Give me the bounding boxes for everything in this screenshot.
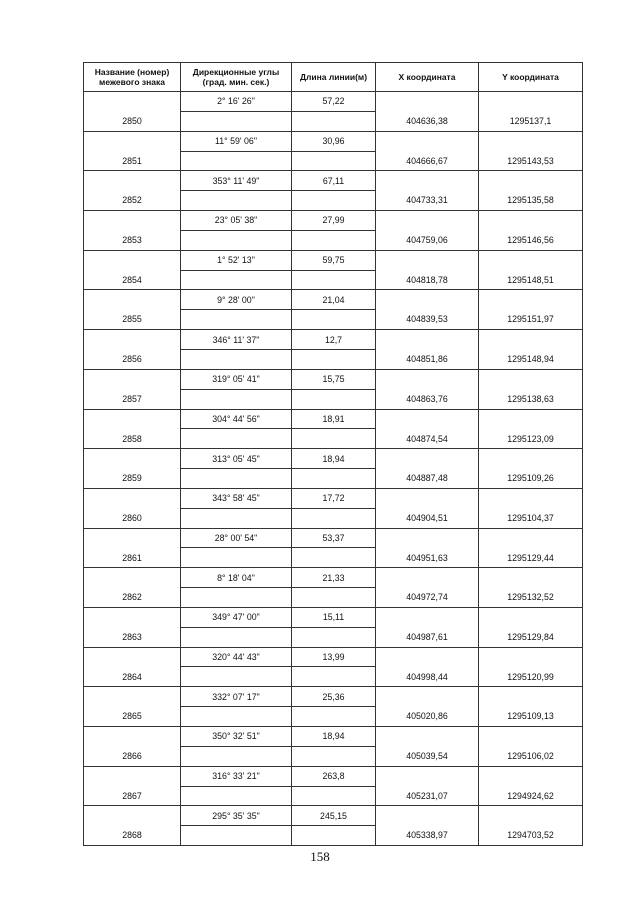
x-cell bbox=[376, 131, 479, 151]
length-cell bbox=[292, 230, 376, 250]
y-cell bbox=[479, 449, 583, 469]
x-cell bbox=[376, 250, 479, 270]
boundary-marks-table bbox=[83, 62, 583, 846]
table-header-row bbox=[84, 63, 583, 92]
x-cell bbox=[376, 647, 479, 667]
length-cell: 263,8 bbox=[292, 766, 376, 786]
length-cell: 59,75 bbox=[292, 250, 376, 270]
mark-name-cell bbox=[84, 449, 181, 469]
table-body bbox=[84, 92, 583, 846]
mark-name-cell bbox=[84, 607, 181, 627]
y-cell bbox=[479, 171, 583, 191]
length-cell: 27,99 bbox=[292, 211, 376, 231]
length-cell bbox=[292, 826, 376, 846]
mark-name-cell bbox=[84, 409, 181, 429]
point-row bbox=[84, 349, 583, 369]
mark-name-cell bbox=[84, 131, 181, 151]
point-row bbox=[84, 627, 583, 647]
header-directional-angles: Дирекционные углы (град. мин. сек.) bbox=[181, 63, 292, 92]
point-row bbox=[84, 588, 583, 608]
mark-name-cell: 2861 bbox=[84, 548, 181, 568]
y-cell: 1295138,63 bbox=[479, 389, 583, 409]
length-cell bbox=[292, 667, 376, 687]
angle-cell: 319° 05' 41" bbox=[181, 369, 292, 389]
angle-cell bbox=[181, 111, 292, 131]
mark-name-cell bbox=[84, 687, 181, 707]
length-cell bbox=[292, 548, 376, 568]
mark-name-cell: 2865 bbox=[84, 707, 181, 727]
x-cell: 405020,86 bbox=[376, 707, 479, 727]
segment-row bbox=[84, 369, 583, 389]
y-cell bbox=[479, 409, 583, 429]
point-row bbox=[84, 191, 583, 211]
point-row bbox=[84, 786, 583, 806]
y-cell bbox=[479, 330, 583, 350]
length-cell bbox=[292, 786, 376, 806]
y-cell bbox=[479, 568, 583, 588]
length-cell: 18,91 bbox=[292, 409, 376, 429]
length-cell: 12,7 bbox=[292, 330, 376, 350]
length-cell: 13,99 bbox=[292, 647, 376, 667]
angle-cell: 316° 33' 21" bbox=[181, 766, 292, 786]
angle-cell: 343° 58' 45" bbox=[181, 488, 292, 508]
angle-cell: 23° 05' 38" bbox=[181, 211, 292, 231]
length-cell bbox=[292, 508, 376, 528]
y-cell: 1295146,56 bbox=[479, 230, 583, 250]
segment-row bbox=[84, 92, 583, 112]
mark-name-cell bbox=[84, 806, 181, 826]
angle-cell: 28° 00' 54" bbox=[181, 528, 292, 548]
angle-cell bbox=[181, 707, 292, 727]
mark-name-cell bbox=[84, 211, 181, 231]
y-cell bbox=[479, 687, 583, 707]
point-row bbox=[84, 667, 583, 687]
mark-name-cell: 2855 bbox=[84, 310, 181, 330]
segment-row bbox=[84, 766, 583, 786]
mark-name-cell: 2863 bbox=[84, 627, 181, 647]
mark-name-cell bbox=[84, 727, 181, 747]
angle-cell: 353° 11' 49" bbox=[181, 171, 292, 191]
length-cell bbox=[292, 191, 376, 211]
mark-name-cell: 2864 bbox=[84, 667, 181, 687]
mark-name-cell bbox=[84, 488, 181, 508]
mark-name-cell bbox=[84, 647, 181, 667]
angle-cell bbox=[181, 349, 292, 369]
point-row bbox=[84, 389, 583, 409]
y-cell: 1295106,02 bbox=[479, 746, 583, 766]
length-cell bbox=[292, 151, 376, 171]
angle-cell: 8° 18' 04" bbox=[181, 568, 292, 588]
length-cell: 18,94 bbox=[292, 727, 376, 747]
y-cell: 1295123,09 bbox=[479, 429, 583, 449]
angle-cell bbox=[181, 588, 292, 608]
length-cell: 57,22 bbox=[292, 92, 376, 112]
header-y-coordinate: Y координата bbox=[479, 63, 583, 92]
y-cell: 1295135,58 bbox=[479, 191, 583, 211]
mark-name-cell bbox=[84, 171, 181, 191]
y-cell bbox=[479, 806, 583, 826]
length-cell bbox=[292, 707, 376, 727]
length-cell bbox=[292, 429, 376, 449]
y-cell: 1295120,99 bbox=[479, 667, 583, 687]
y-cell: 1295109,13 bbox=[479, 707, 583, 727]
y-cell: 1295104,37 bbox=[479, 508, 583, 528]
y-cell bbox=[479, 131, 583, 151]
x-cell bbox=[376, 409, 479, 429]
angle-cell: 313° 05' 45" bbox=[181, 449, 292, 469]
mark-name-cell: 2866 bbox=[84, 746, 181, 766]
y-cell: 1295137,1 bbox=[479, 111, 583, 131]
length-cell: 17,72 bbox=[292, 488, 376, 508]
mark-name-cell: 2862 bbox=[84, 588, 181, 608]
x-cell bbox=[376, 568, 479, 588]
x-cell: 404904,51 bbox=[376, 508, 479, 528]
segment-row bbox=[84, 727, 583, 747]
length-cell: 15,11 bbox=[292, 607, 376, 627]
point-row bbox=[84, 151, 583, 171]
y-cell: 1295109,26 bbox=[479, 469, 583, 489]
y-cell: 1295132,52 bbox=[479, 588, 583, 608]
segment-row bbox=[84, 806, 583, 826]
angle-cell: 295° 35' 35" bbox=[181, 806, 292, 826]
point-row bbox=[84, 111, 583, 131]
x-cell bbox=[376, 92, 479, 112]
point-row bbox=[84, 230, 583, 250]
angle-cell bbox=[181, 191, 292, 211]
length-cell: 53,37 bbox=[292, 528, 376, 548]
x-cell bbox=[376, 211, 479, 231]
x-cell bbox=[376, 607, 479, 627]
header-line-length: Длина линии(м) bbox=[292, 63, 376, 92]
x-cell: 404851,86 bbox=[376, 349, 479, 369]
x-cell: 404887,48 bbox=[376, 469, 479, 489]
mark-name-cell: 2854 bbox=[84, 270, 181, 290]
x-cell bbox=[376, 687, 479, 707]
angle-cell bbox=[181, 786, 292, 806]
angle-cell bbox=[181, 627, 292, 647]
length-cell bbox=[292, 469, 376, 489]
point-row bbox=[84, 826, 583, 846]
segment-row bbox=[84, 647, 583, 667]
length-cell: 15,75 bbox=[292, 369, 376, 389]
angle-cell bbox=[181, 746, 292, 766]
y-cell bbox=[479, 92, 583, 112]
x-cell: 404733,31 bbox=[376, 191, 479, 211]
mark-name-cell bbox=[84, 92, 181, 112]
segment-row bbox=[84, 171, 583, 191]
angle-cell bbox=[181, 826, 292, 846]
y-cell bbox=[479, 607, 583, 627]
segment-row bbox=[84, 607, 583, 627]
x-cell: 405338,97 bbox=[376, 826, 479, 846]
x-cell bbox=[376, 290, 479, 310]
segment-row bbox=[84, 330, 583, 350]
angle-cell bbox=[181, 508, 292, 528]
length-cell bbox=[292, 746, 376, 766]
page-number: 158 bbox=[310, 849, 330, 864]
y-cell bbox=[479, 290, 583, 310]
length-cell bbox=[292, 588, 376, 608]
point-row bbox=[84, 746, 583, 766]
x-cell bbox=[376, 449, 479, 469]
x-cell: 404636,38 bbox=[376, 111, 479, 131]
segment-row bbox=[84, 211, 583, 231]
angle-cell: 349° 47' 00" bbox=[181, 607, 292, 627]
angle-cell: 350° 32' 51" bbox=[181, 727, 292, 747]
y-cell bbox=[479, 211, 583, 231]
y-cell bbox=[479, 647, 583, 667]
point-row bbox=[84, 548, 583, 568]
angle-cell: 2° 16' 26" bbox=[181, 92, 292, 112]
mark-name-cell: 2853 bbox=[84, 230, 181, 250]
x-cell: 404759,06 bbox=[376, 230, 479, 250]
length-cell: 67,11 bbox=[292, 171, 376, 191]
mark-name-cell: 2858 bbox=[84, 429, 181, 449]
y-cell: 1295148,94 bbox=[479, 349, 583, 369]
angle-cell: 320° 44' 43" bbox=[181, 647, 292, 667]
y-cell: 1295143,53 bbox=[479, 151, 583, 171]
x-cell: 404998,44 bbox=[376, 667, 479, 687]
mark-name-cell: 2852 bbox=[84, 191, 181, 211]
angle-cell bbox=[181, 230, 292, 250]
x-cell: 404818,78 bbox=[376, 270, 479, 290]
angle-cell bbox=[181, 151, 292, 171]
x-cell bbox=[376, 727, 479, 747]
segment-row bbox=[84, 409, 583, 429]
mark-name-cell bbox=[84, 290, 181, 310]
angle-cell bbox=[181, 310, 292, 330]
mark-name-cell: 2860 bbox=[84, 508, 181, 528]
segment-row bbox=[84, 131, 583, 151]
angle-cell bbox=[181, 667, 292, 687]
segment-row bbox=[84, 488, 583, 508]
x-cell: 404666,67 bbox=[376, 151, 479, 171]
length-cell bbox=[292, 270, 376, 290]
mark-name-cell: 2850 bbox=[84, 111, 181, 131]
point-row bbox=[84, 310, 583, 330]
length-cell: 18,94 bbox=[292, 449, 376, 469]
point-row bbox=[84, 469, 583, 489]
mark-name-cell: 2867 bbox=[84, 786, 181, 806]
mark-name-cell: 2851 bbox=[84, 151, 181, 171]
x-cell: 404874,54 bbox=[376, 429, 479, 449]
point-row bbox=[84, 270, 583, 290]
angle-cell: 9° 28' 00" bbox=[181, 290, 292, 310]
x-cell: 405231,07 bbox=[376, 786, 479, 806]
length-cell bbox=[292, 349, 376, 369]
length-cell: 30,96 bbox=[292, 131, 376, 151]
x-cell: 404839,53 bbox=[376, 310, 479, 330]
y-cell bbox=[479, 528, 583, 548]
y-cell: 1295129,84 bbox=[479, 627, 583, 647]
angle-cell bbox=[181, 270, 292, 290]
angle-cell: 304° 44' 56" bbox=[181, 409, 292, 429]
point-row bbox=[84, 429, 583, 449]
angle-cell bbox=[181, 429, 292, 449]
x-cell bbox=[376, 806, 479, 826]
segment-row bbox=[84, 687, 583, 707]
x-cell: 404951,63 bbox=[376, 548, 479, 568]
angle-cell: 11° 59' 06" bbox=[181, 131, 292, 151]
length-cell: 25,36 bbox=[292, 687, 376, 707]
angle-cell: 346° 11' 37" bbox=[181, 330, 292, 350]
x-cell: 404863,76 bbox=[376, 389, 479, 409]
length-cell: 245,15 bbox=[292, 806, 376, 826]
mark-name-cell: 2856 bbox=[84, 349, 181, 369]
header-mark-name: Название (номер) межевого знака bbox=[84, 63, 181, 92]
mark-name-cell bbox=[84, 568, 181, 588]
y-cell: 1295129,44 bbox=[479, 548, 583, 568]
x-cell: 404987,61 bbox=[376, 627, 479, 647]
x-cell: 404972,74 bbox=[376, 588, 479, 608]
y-cell bbox=[479, 250, 583, 270]
mark-name-cell: 2857 bbox=[84, 389, 181, 409]
segment-row bbox=[84, 290, 583, 310]
angle-cell: 332° 07' 17" bbox=[181, 687, 292, 707]
y-cell: 1294703,52 bbox=[479, 826, 583, 846]
angle-cell: 1° 52' 13" bbox=[181, 250, 292, 270]
point-row bbox=[84, 707, 583, 727]
x-cell bbox=[376, 330, 479, 350]
mark-name-cell bbox=[84, 330, 181, 350]
x-cell bbox=[376, 171, 479, 191]
length-cell: 21,04 bbox=[292, 290, 376, 310]
y-cell bbox=[479, 727, 583, 747]
segment-row bbox=[84, 250, 583, 270]
mark-name-cell bbox=[84, 528, 181, 548]
x-cell: 405039,54 bbox=[376, 746, 479, 766]
angle-cell bbox=[181, 548, 292, 568]
angle-cell bbox=[181, 389, 292, 409]
mark-name-cell bbox=[84, 369, 181, 389]
x-cell bbox=[376, 488, 479, 508]
angle-cell bbox=[181, 469, 292, 489]
point-row bbox=[84, 508, 583, 528]
x-cell bbox=[376, 766, 479, 786]
mark-name-cell: 2859 bbox=[84, 469, 181, 489]
header-x-coordinate: X координата bbox=[376, 63, 479, 92]
x-cell bbox=[376, 528, 479, 548]
y-cell: 1295148,51 bbox=[479, 270, 583, 290]
y-cell: 1295151,97 bbox=[479, 310, 583, 330]
length-cell bbox=[292, 111, 376, 131]
y-cell bbox=[479, 766, 583, 786]
segment-row bbox=[84, 528, 583, 548]
length-cell bbox=[292, 310, 376, 330]
segment-row bbox=[84, 449, 583, 469]
x-cell bbox=[376, 369, 479, 389]
length-cell bbox=[292, 627, 376, 647]
mark-name-cell: 2868 bbox=[84, 826, 181, 846]
y-cell: 1294924,62 bbox=[479, 786, 583, 806]
y-cell bbox=[479, 369, 583, 389]
mark-name-cell bbox=[84, 766, 181, 786]
length-cell: 21,33 bbox=[292, 568, 376, 588]
y-cell bbox=[479, 488, 583, 508]
mark-name-cell bbox=[84, 250, 181, 270]
length-cell bbox=[292, 389, 376, 409]
segment-row bbox=[84, 568, 583, 588]
